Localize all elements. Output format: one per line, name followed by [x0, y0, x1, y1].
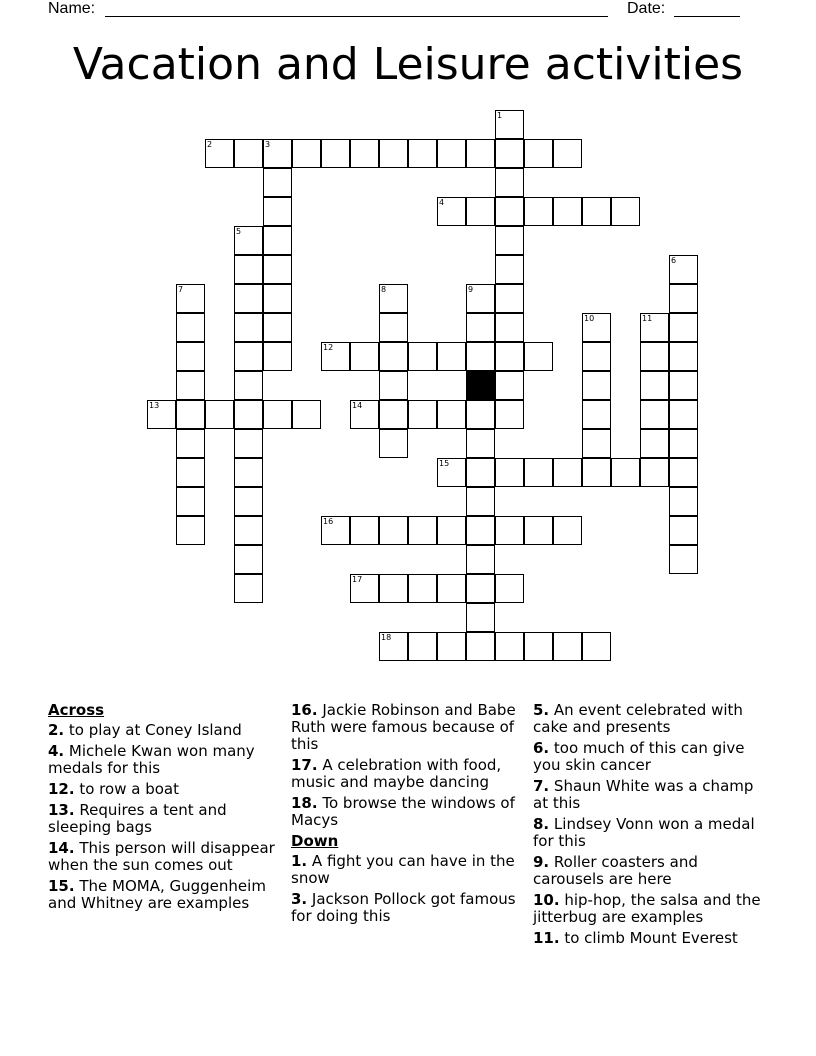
grid-cell[interactable] — [466, 342, 495, 371]
grid-cell[interactable] — [147, 400, 176, 429]
grid-cell[interactable] — [640, 371, 669, 400]
grid-cell[interactable] — [379, 284, 408, 313]
grid-cell[interactable] — [582, 458, 611, 487]
grid-cell[interactable] — [524, 516, 553, 545]
grid-cell[interactable] — [495, 313, 524, 342]
grid-cell[interactable] — [466, 139, 495, 168]
grid-cell[interactable] — [234, 255, 263, 284]
grid-cell[interactable] — [350, 342, 379, 371]
grid-cell[interactable] — [669, 342, 698, 371]
across-heading: Across — [48, 701, 105, 719]
grid-cell[interactable] — [582, 400, 611, 429]
grid-cell[interactable] — [408, 400, 437, 429]
grid-cell[interactable] — [263, 139, 292, 168]
grid-cell[interactable] — [234, 342, 263, 371]
cell-number: 14 — [352, 401, 363, 410]
clue-down-3: 3. Jackson Pollock got famous for doing this — [291, 890, 516, 925]
cell-number: 1 — [497, 111, 503, 120]
grid-cell[interactable] — [640, 429, 669, 458]
grid-cell[interactable] — [582, 429, 611, 458]
grid-cell[interactable] — [234, 545, 263, 574]
black-cell — [466, 371, 495, 400]
grid-cell[interactable] — [466, 632, 495, 661]
grid-cell[interactable] — [379, 516, 408, 545]
grid-cell[interactable] — [205, 400, 234, 429]
grid-cell[interactable] — [524, 139, 553, 168]
grid-cell[interactable] — [176, 342, 205, 371]
grid-cell[interactable] — [234, 458, 263, 487]
grid-cell[interactable] — [553, 458, 582, 487]
clue-across-14: 14. This person will disappear when the sun comes out — [48, 839, 275, 874]
grid-cell[interactable] — [495, 632, 524, 661]
grid-cell[interactable] — [669, 255, 698, 284]
grid-cell[interactable] — [379, 400, 408, 429]
cell-number: 11 — [642, 314, 653, 323]
cell-number: 18 — [381, 633, 392, 642]
grid-cell[interactable] — [495, 342, 524, 371]
grid-cell[interactable] — [176, 400, 205, 429]
grid-cell[interactable] — [379, 574, 408, 603]
grid-cell[interactable] — [437, 632, 466, 661]
grid-cell[interactable] — [466, 400, 495, 429]
grid-cell[interactable] — [640, 313, 669, 342]
grid-cell[interactable] — [379, 342, 408, 371]
grid-cell[interactable] — [611, 458, 640, 487]
cell-number: 15 — [439, 459, 450, 468]
cell-number: 9 — [468, 285, 474, 294]
grid-cell[interactable] — [234, 139, 263, 168]
grid-cell[interactable] — [495, 400, 524, 429]
grid-cell[interactable] — [495, 574, 524, 603]
grid-cell[interactable] — [263, 284, 292, 313]
grid-cell[interactable] — [582, 632, 611, 661]
clue-across-18: 18. To browse the windows of Macys — [291, 794, 515, 829]
grid-cell[interactable] — [466, 197, 495, 226]
grid-cell[interactable] — [466, 487, 495, 516]
clue-down-6: 6. too much of this can give you skin cancer — [533, 739, 745, 774]
grid-cell[interactable] — [292, 139, 321, 168]
grid-cell[interactable] — [640, 342, 669, 371]
name-label: Name: — [48, 0, 96, 17]
grid-cell[interactable] — [524, 342, 553, 371]
cell-number: 10 — [584, 314, 595, 323]
grid-cell[interactable] — [553, 516, 582, 545]
clue-down-5: 5. An event celebrated with cake and presents — [533, 701, 743, 736]
grid-cell[interactable] — [495, 255, 524, 284]
grid-cell[interactable] — [437, 574, 466, 603]
grid-cell[interactable] — [553, 632, 582, 661]
grid-cell[interactable] — [582, 197, 611, 226]
clue-down-1: 1. A fight you can have in the snow — [291, 852, 515, 887]
cell-number: 6 — [671, 256, 677, 265]
grid-cell[interactable] — [437, 197, 466, 226]
clue-across-17: 17. A celebration with food, music and maybe dancing — [291, 756, 502, 791]
cell-number: 16 — [323, 517, 334, 526]
grid-cell[interactable] — [669, 400, 698, 429]
grid-cell[interactable] — [234, 487, 263, 516]
grid-cell[interactable] — [408, 574, 437, 603]
grid-cell[interactable] — [292, 400, 321, 429]
grid-cell[interactable] — [234, 429, 263, 458]
grid-cell[interactable] — [234, 574, 263, 603]
grid-cell[interactable] — [466, 574, 495, 603]
grid-cell[interactable] — [553, 197, 582, 226]
clue-across-12: 12. to row a boat — [48, 780, 179, 798]
grid-cell[interactable] — [495, 458, 524, 487]
grid-cell[interactable] — [263, 313, 292, 342]
grid-cell[interactable] — [437, 458, 466, 487]
grid-cell[interactable] — [321, 516, 350, 545]
cell-number: 2 — [207, 140, 213, 149]
grid-cell[interactable] — [350, 574, 379, 603]
grid-cell[interactable] — [669, 429, 698, 458]
grid-cell[interactable] — [379, 632, 408, 661]
grid-cell[interactable] — [553, 139, 582, 168]
grid-cell[interactable] — [669, 487, 698, 516]
grid-cell[interactable] — [263, 255, 292, 284]
grid-cell[interactable] — [350, 516, 379, 545]
clue-down-9: 9. Roller coasters and carousels are here — [533, 853, 698, 888]
grid-cell[interactable] — [176, 487, 205, 516]
grid-cell[interactable] — [495, 110, 524, 139]
grid-cell[interactable] — [669, 313, 698, 342]
grid-cell[interactable] — [176, 371, 205, 400]
grid-cell[interactable] — [263, 226, 292, 255]
grid-cell[interactable] — [408, 342, 437, 371]
grid-cell[interactable] — [263, 400, 292, 429]
down-heading: Down — [291, 832, 339, 850]
grid-cell[interactable] — [408, 516, 437, 545]
grid-cell[interactable] — [669, 458, 698, 487]
grid-cell[interactable] — [524, 197, 553, 226]
grid-cell[interactable] — [379, 139, 408, 168]
clue-column-1 — [48, 702, 276, 916]
grid-cell[interactable] — [176, 313, 205, 342]
grid-cell[interactable] — [234, 400, 263, 429]
grid-cell[interactable] — [350, 400, 379, 429]
grid-cell[interactable] — [640, 458, 669, 487]
clue-across-16: 16. Jackie Robinson and Babe Ruth were famous because of this — [291, 701, 516, 753]
cell-number: 4 — [439, 198, 445, 207]
clue-across-4: 4. Michele Kwan won many medals for this — [48, 742, 255, 777]
grid-cell[interactable] — [611, 197, 640, 226]
cell-number: 17 — [352, 575, 363, 584]
grid-cell[interactable] — [437, 342, 466, 371]
grid-cell[interactable] — [350, 139, 379, 168]
grid-cell[interactable] — [437, 400, 466, 429]
grid-cell[interactable] — [466, 516, 495, 545]
grid-cell[interactable] — [669, 545, 698, 574]
grid-cell[interactable] — [234, 226, 263, 255]
grid-cell[interactable] — [582, 371, 611, 400]
grid-cell[interactable] — [234, 371, 263, 400]
grid-cell[interactable] — [669, 371, 698, 400]
grid-cell[interactable] — [234, 284, 263, 313]
grid-cell[interactable] — [408, 139, 437, 168]
grid-cell[interactable] — [176, 516, 205, 545]
grid-cell[interactable] — [495, 516, 524, 545]
grid-cell[interactable] — [466, 603, 495, 632]
grid-cell[interactable] — [437, 139, 466, 168]
grid-cell[interactable] — [669, 284, 698, 313]
clue-across-15: 15. The MOMA, Guggenheim and Whitney are examples — [48, 877, 266, 912]
grid-cell[interactable] — [495, 284, 524, 313]
clue-column-2 — [291, 702, 519, 929]
clue-column-3 — [533, 702, 761, 951]
grid-cell[interactable] — [263, 168, 292, 197]
cell-number: 8 — [381, 285, 387, 294]
grid-cell[interactable] — [466, 313, 495, 342]
cell-number: 13 — [149, 401, 160, 410]
grid-cell[interactable] — [466, 429, 495, 458]
grid-cell[interactable] — [321, 342, 350, 371]
grid-cell[interactable] — [495, 139, 524, 168]
grid-cell[interactable] — [234, 313, 263, 342]
grid-cell[interactable] — [176, 458, 205, 487]
grid-cell[interactable] — [495, 168, 524, 197]
grid-cell[interactable] — [466, 284, 495, 313]
grid-cell[interactable] — [176, 429, 205, 458]
grid-cell[interactable] — [263, 342, 292, 371]
grid-cell[interactable] — [669, 516, 698, 545]
grid-cell[interactable] — [379, 429, 408, 458]
grid-cell[interactable] — [379, 313, 408, 342]
grid-cell[interactable] — [524, 632, 553, 661]
clue-down-8: 8. Lindsey Vonn won a medal for this — [533, 815, 755, 850]
clue-across-13: 13. Requires a tent and sleeping bags — [48, 801, 227, 836]
grid-cell[interactable] — [321, 139, 350, 168]
grid-cell[interactable] — [582, 313, 611, 342]
grid-cell[interactable] — [582, 342, 611, 371]
clue-down-11: 11. to climb Mount Everest — [533, 929, 738, 947]
grid-cell[interactable] — [466, 458, 495, 487]
grid-cell[interactable] — [495, 226, 524, 255]
clue-across-2: 2. to play at Coney Island — [48, 721, 242, 739]
cell-number: 3 — [265, 140, 271, 149]
grid-cell[interactable] — [176, 284, 205, 313]
grid-cell[interactable] — [524, 458, 553, 487]
grid-cell[interactable] — [263, 197, 292, 226]
puzzle-title: Vacation and Leisure activities — [72, 39, 744, 90]
grid-cell[interactable] — [234, 516, 263, 545]
grid-cell[interactable] — [640, 400, 669, 429]
grid-cell[interactable] — [408, 632, 437, 661]
grid-cell[interactable] — [205, 139, 234, 168]
clue-down-10: 10. hip-hop, the salsa and the jitterbug are examples — [533, 891, 761, 926]
cell-number: 7 — [178, 285, 184, 294]
clue-down-7: 7. Shaun White was a champ at this — [533, 777, 754, 812]
grid-cell[interactable] — [466, 545, 495, 574]
grid-cell[interactable] — [495, 197, 524, 226]
cell-number: 5 — [236, 227, 242, 236]
grid-cell[interactable] — [495, 371, 524, 400]
grid-cell[interactable] — [379, 371, 408, 400]
date-label: Date: — [627, 0, 666, 17]
grid-cell[interactable] — [437, 516, 466, 545]
cell-number: 12 — [323, 343, 334, 352]
